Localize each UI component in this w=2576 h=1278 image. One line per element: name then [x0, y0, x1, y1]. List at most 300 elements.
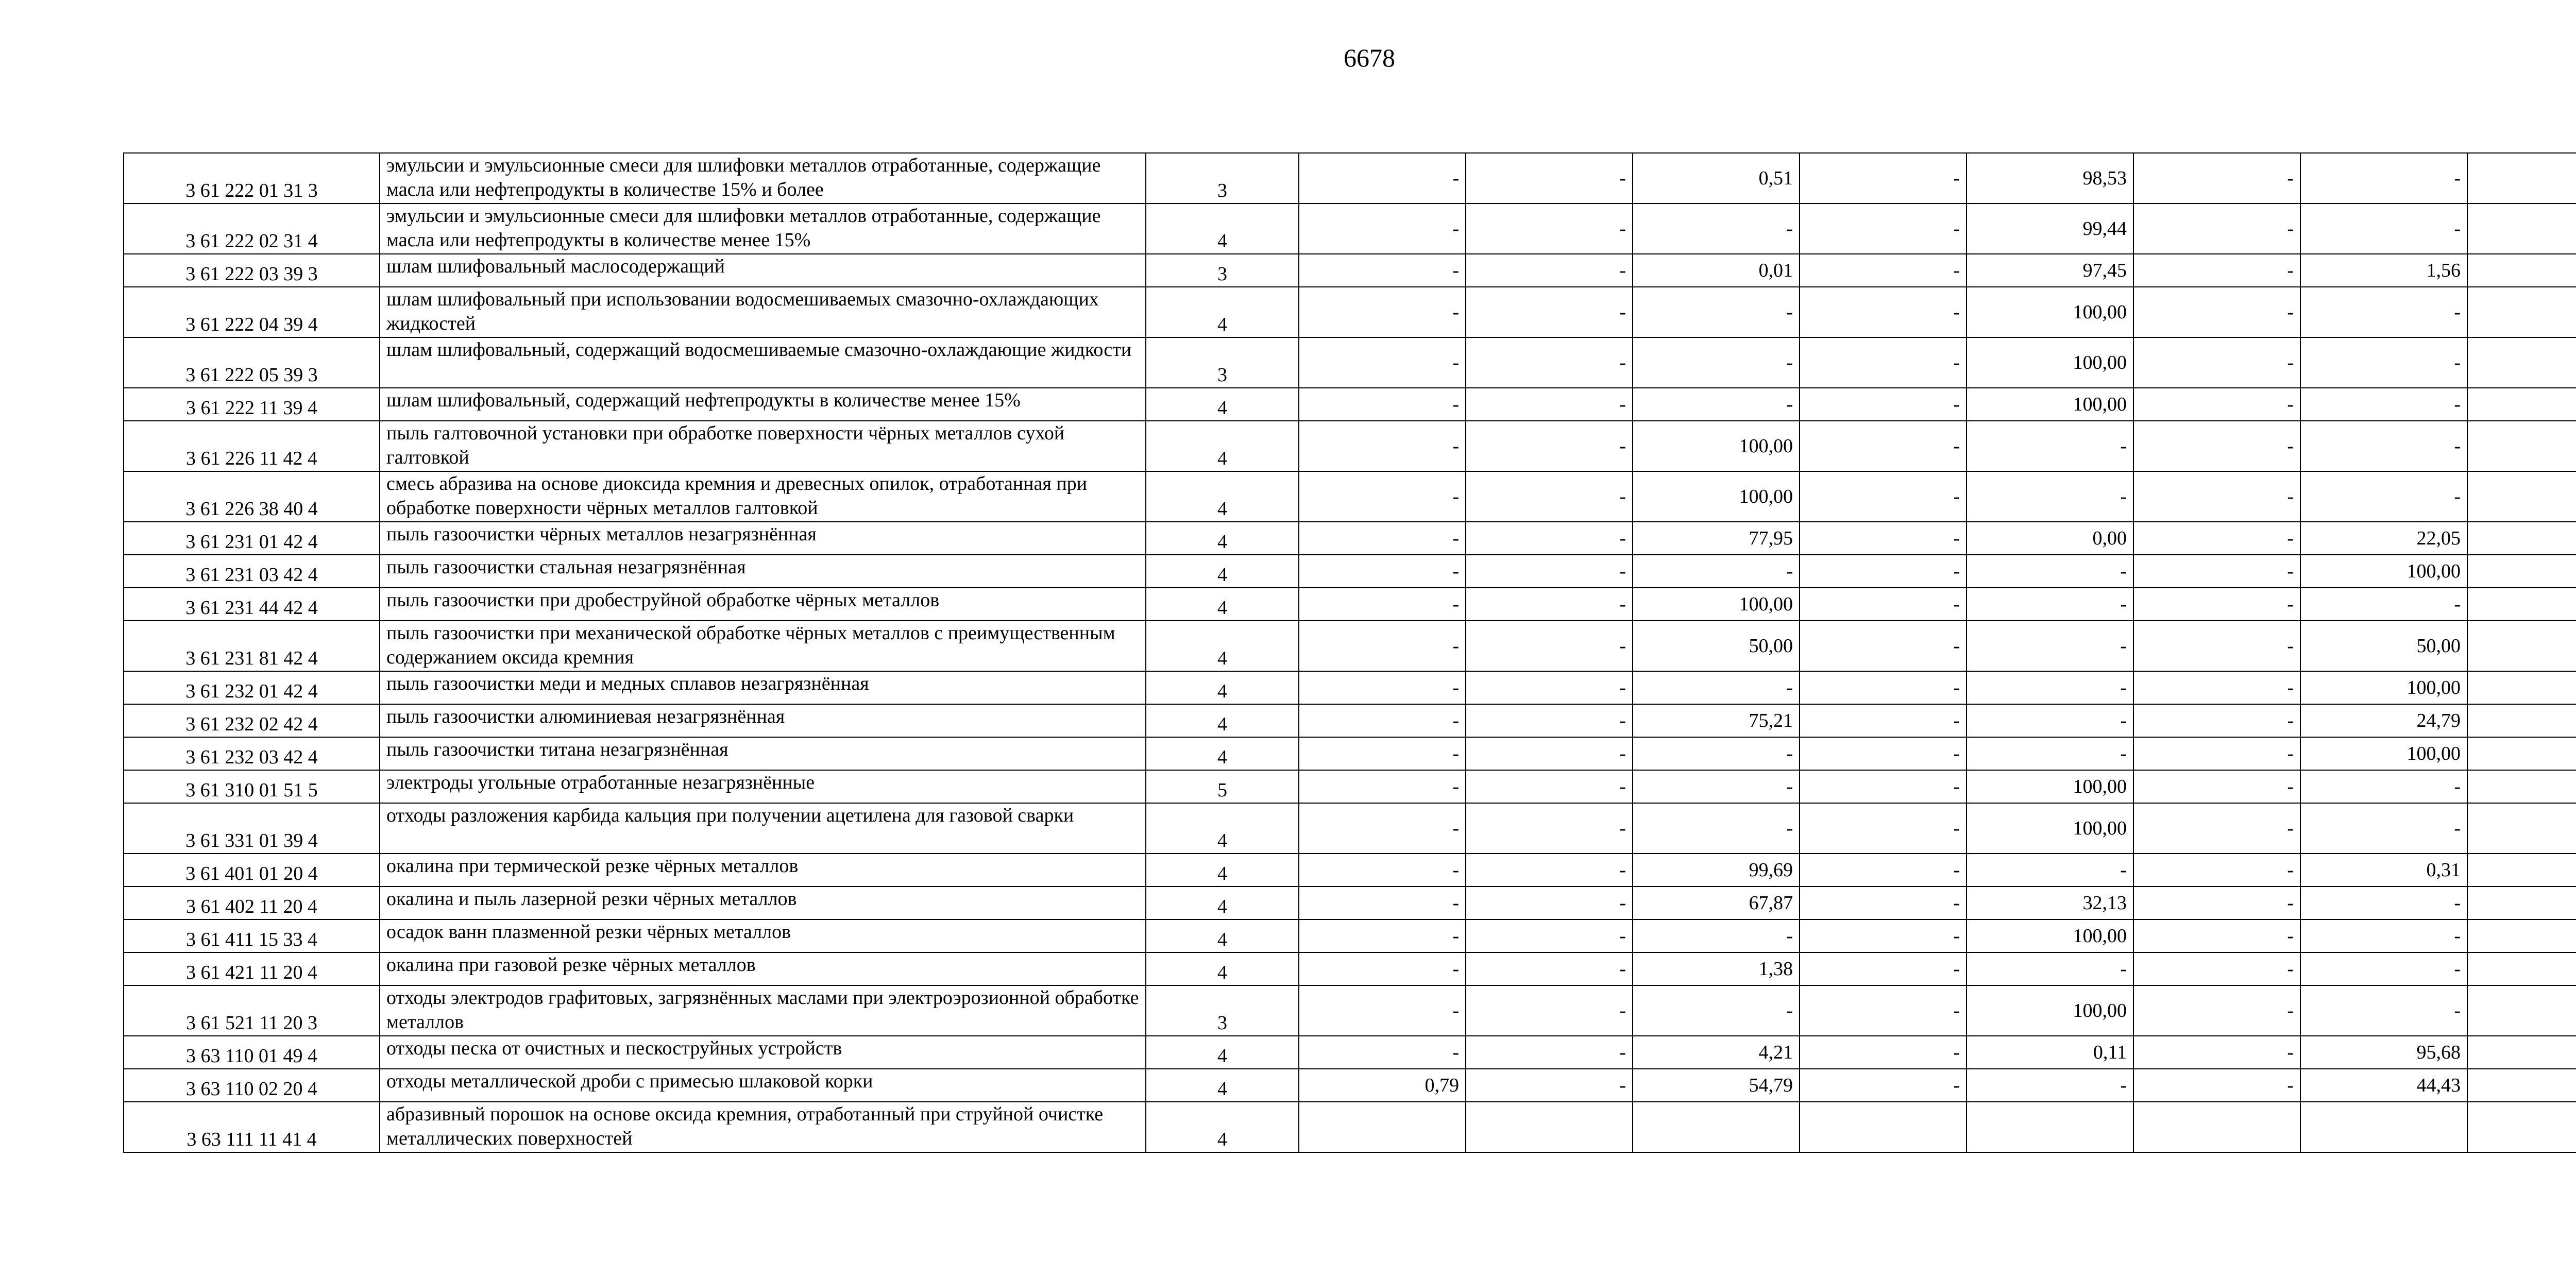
waste-name-cell: пыль газоочистки алюминиевая незагрязнённая — [380, 704, 1146, 737]
value-cell: - — [1967, 671, 2133, 704]
value-cell: 1,56 — [2300, 254, 2467, 287]
waste-code-cell: 3 61 521 11 20 3 — [124, 985, 380, 1036]
value-cell — [2467, 522, 2576, 555]
value-cell: - — [2300, 153, 2467, 203]
waste-code-cell: 3 63 111 11 41 4 — [124, 1102, 380, 1152]
value-cell — [2467, 887, 2576, 919]
value-cell: - — [1633, 671, 1800, 704]
value-cell: - — [2300, 421, 2467, 471]
value-cell: - — [2133, 1036, 2300, 1069]
value-cell: - — [2133, 287, 2300, 337]
value-cell: - — [1466, 704, 1633, 737]
value-cell: - — [1299, 854, 1466, 887]
hazard-class-cell: 3 — [1146, 254, 1299, 287]
value-cell: 100,00 — [1967, 337, 2133, 388]
value-cell: - — [1800, 287, 1967, 337]
value-cell: - — [1967, 621, 2133, 671]
value-cell: - — [1967, 588, 2133, 621]
value-cell: - — [1800, 887, 1967, 919]
value-cell: - — [1800, 952, 1967, 985]
value-cell: - — [1466, 254, 1633, 287]
value-cell: - — [1466, 985, 1633, 1036]
value-cell: - — [1633, 287, 1800, 337]
value-cell: - — [1967, 737, 2133, 770]
hazard-class-cell: 4 — [1146, 555, 1299, 588]
table-row — [124, 287, 2576, 337]
value-cell: - — [1633, 985, 1800, 1036]
value-cell: - — [1466, 737, 1633, 770]
value-cell: - — [1299, 770, 1466, 803]
hazard-class-cell: 4 — [1146, 854, 1299, 887]
value-cell: 0,00 — [1967, 522, 2133, 555]
value-cell — [2467, 621, 2576, 671]
value-cell: - — [2300, 803, 2467, 854]
value-cell: 100,00 — [1967, 770, 2133, 803]
value-cell: - — [1299, 1036, 1466, 1069]
value-cell: - — [2133, 421, 2300, 471]
hazard-class-cell: 5 — [1146, 770, 1299, 803]
waste-code-cell: 3 61 226 11 42 4 — [124, 421, 380, 471]
table-row — [124, 854, 2576, 887]
waste-code-cell: 3 61 401 01 20 4 — [124, 854, 380, 887]
value-cell — [2467, 704, 2576, 737]
waste-name-cell: шлам шлифовальный при использовании водосмешиваемых смазочно-охлаждающих жидкостей — [380, 287, 1146, 337]
value-cell: - — [1633, 919, 1800, 952]
value-cell: 99,69 — [1633, 854, 1800, 887]
value-cell: - — [1299, 421, 1466, 471]
value-cell: 54,79 — [1633, 1069, 1800, 1102]
value-cell: - — [1299, 621, 1466, 671]
value-cell: - — [2300, 887, 2467, 919]
waste-code-cell: 3 61 222 01 31 3 — [124, 153, 380, 203]
value-cell: - — [1800, 471, 1967, 522]
value-cell: 0,11 — [1967, 1036, 2133, 1069]
value-cell — [1800, 1102, 1967, 1152]
waste-code-cell: 3 61 222 05 39 3 — [124, 337, 380, 388]
value-cell: - — [1800, 1036, 1967, 1069]
value-cell: - — [2300, 471, 2467, 522]
waste-code-cell: 3 61 421 11 20 4 — [124, 952, 380, 985]
value-cell — [2467, 153, 2576, 203]
value-cell: 100,00 — [1633, 588, 1800, 621]
value-cell: - — [2133, 153, 2300, 203]
value-cell: - — [2133, 522, 2300, 555]
value-cell: - — [2300, 287, 2467, 337]
value-cell: 100,00 — [2300, 737, 2467, 770]
value-cell: 1,38 — [1633, 952, 1800, 985]
value-cell: 4,21 — [1633, 1036, 1800, 1069]
value-cell: - — [2300, 203, 2467, 254]
waste-name-cell: абразивный порошок на основе оксида кремния, отработанный при струйной очистке металлических поверхностей — [380, 1102, 1146, 1152]
table-row — [124, 1036, 2576, 1069]
value-cell — [2467, 952, 2576, 985]
value-cell: - — [2133, 388, 2300, 421]
value-cell: - — [1800, 555, 1967, 588]
value-cell: 100,00 — [1967, 287, 2133, 337]
value-cell: 77,95 — [1633, 522, 1800, 555]
value-cell: - — [1800, 203, 1967, 254]
table-row — [124, 555, 2576, 588]
hazard-class-cell: 4 — [1146, 887, 1299, 919]
value-cell — [2467, 737, 2576, 770]
value-cell: 97,45 — [1967, 254, 2133, 287]
value-cell: - — [2300, 770, 2467, 803]
value-cell: 100,00 — [1967, 919, 2133, 952]
waste-code-cell: 3 61 232 02 42 4 — [124, 704, 380, 737]
value-cell: - — [2133, 621, 2300, 671]
value-cell: - — [2133, 919, 2300, 952]
table-row — [124, 203, 2576, 254]
waste-name-cell: шлам шлифовальный маслосодержащий — [380, 254, 1146, 287]
value-cell: 44,43 — [2300, 1069, 2467, 1102]
hazard-class-cell: 4 — [1146, 421, 1299, 471]
value-cell: - — [1299, 887, 1466, 919]
value-cell: - — [2300, 588, 2467, 621]
value-cell: - — [1800, 704, 1967, 737]
value-cell: - — [1466, 803, 1633, 854]
value-cell: - — [1800, 919, 1967, 952]
waste-code-cell: 3 61 232 01 42 4 — [124, 671, 380, 704]
value-cell: - — [2133, 471, 2300, 522]
value-cell: 100,00 — [1633, 421, 1800, 471]
value-cell — [2467, 1036, 2576, 1069]
value-cell — [2467, 588, 2576, 621]
waste-table-body — [124, 153, 2576, 1152]
value-cell: - — [1800, 337, 1967, 388]
hazard-class-cell: 4 — [1146, 1069, 1299, 1102]
value-cell: - — [2133, 770, 2300, 803]
value-cell: - — [1299, 153, 1466, 203]
value-cell — [2133, 1102, 2300, 1152]
value-cell: 0,51 — [1633, 153, 1800, 203]
waste-code-cell: 3 61 231 44 42 4 — [124, 588, 380, 621]
waste-code-cell: 3 61 310 01 51 5 — [124, 770, 380, 803]
waste-code-cell: 3 61 232 03 42 4 — [124, 737, 380, 770]
value-cell — [2467, 421, 2576, 471]
waste-name-cell: пыль газоочистки стальная незагрязнённая — [380, 555, 1146, 588]
value-cell: - — [1299, 287, 1466, 337]
value-cell — [1967, 1102, 2133, 1152]
waste-name-cell: окалина и пыль лазерной резки чёрных металлов — [380, 887, 1146, 919]
value-cell: - — [1800, 522, 1967, 555]
value-cell: 50,00 — [2300, 621, 2467, 671]
value-cell: - — [2133, 588, 2300, 621]
value-cell: 22,05 — [2300, 522, 2467, 555]
value-cell — [2467, 919, 2576, 952]
value-cell: - — [1299, 522, 1466, 555]
value-cell: 100,00 — [1967, 803, 2133, 854]
value-cell: - — [2133, 203, 2300, 254]
value-cell: 95,68 — [2300, 1036, 2467, 1069]
waste-name-cell: отходы песка от очистных и пескоструйных устройств — [380, 1036, 1146, 1069]
table-row — [124, 952, 2576, 985]
value-cell: - — [1800, 803, 1967, 854]
value-cell: - — [1633, 803, 1800, 854]
table-row — [124, 337, 2576, 388]
value-cell: - — [1967, 471, 2133, 522]
value-cell: - — [2133, 555, 2300, 588]
value-cell — [2467, 1069, 2576, 1102]
table-row — [124, 621, 2576, 671]
table-row — [124, 671, 2576, 704]
hazard-class-cell: 3 — [1146, 153, 1299, 203]
table-row — [124, 588, 2576, 621]
waste-name-cell: пыль газоочистки при механической обработке чёрных металлов с преимущественным содержанием оксида кремния — [380, 621, 1146, 671]
waste-name-cell: пыль газоочистки меди и медных сплавов незагрязнённая — [380, 671, 1146, 704]
waste-code-cell: 3 61 402 11 20 4 — [124, 887, 380, 919]
value-cell: - — [1466, 287, 1633, 337]
value-cell: - — [2300, 919, 2467, 952]
value-cell: 100,00 — [2300, 671, 2467, 704]
table-row — [124, 985, 2576, 1036]
value-cell — [2467, 388, 2576, 421]
value-cell: - — [1800, 770, 1967, 803]
waste-code-cell: 3 63 110 02 20 4 — [124, 1069, 380, 1102]
waste-name-cell: смесь абразива на основе диоксида кремния и древесных опилок, отработанная при обработке поверхности чёрных металлов галтовкой — [380, 471, 1146, 522]
table-row — [124, 704, 2576, 737]
value-cell: - — [1800, 854, 1967, 887]
waste-name-cell: отходы металлической дроби с примесью шлаковой корки — [380, 1069, 1146, 1102]
value-cell: 24,79 — [2300, 704, 2467, 737]
waste-code-cell: 3 61 222 11 39 4 — [124, 388, 380, 421]
value-cell: - — [2133, 854, 2300, 887]
value-cell: - — [1466, 621, 1633, 671]
value-cell: - — [1299, 337, 1466, 388]
waste-name-cell: пыль газоочистки при дробеструйной обработке чёрных металлов — [380, 588, 1146, 621]
value-cell: 98,53 — [1967, 153, 2133, 203]
waste-code-cell: 3 63 110 01 49 4 — [124, 1036, 380, 1069]
waste-name-cell: пыль галтовочной установки при обработке поверхности чёрных металлов сухой галтовкой — [380, 421, 1146, 471]
value-cell: 32,13 — [1967, 887, 2133, 919]
value-cell: 50,00 — [1633, 621, 1800, 671]
value-cell: - — [1967, 704, 2133, 737]
value-cell — [2467, 471, 2576, 522]
waste-table — [123, 152, 2576, 1153]
waste-code-cell: 3 61 231 81 42 4 — [124, 621, 380, 671]
value-cell: 75,21 — [1633, 704, 1800, 737]
table-row — [124, 421, 2576, 471]
value-cell: - — [2300, 985, 2467, 1036]
value-cell: - — [1800, 1069, 1967, 1102]
value-cell: - — [2133, 704, 2300, 737]
value-cell: - — [1466, 1069, 1633, 1102]
value-cell: - — [1466, 388, 1633, 421]
value-cell: - — [1633, 555, 1800, 588]
value-cell: - — [1633, 203, 1800, 254]
value-cell: - — [1299, 985, 1466, 1036]
value-cell: 99,44 — [1967, 203, 2133, 254]
hazard-class-cell: 4 — [1146, 1036, 1299, 1069]
value-cell: - — [1466, 770, 1633, 803]
table-row — [124, 737, 2576, 770]
hazard-class-cell: 4 — [1146, 704, 1299, 737]
value-cell — [2467, 337, 2576, 388]
waste-name-cell: окалина при термической резке чёрных металлов — [380, 854, 1146, 887]
value-cell: - — [1800, 985, 1967, 1036]
value-cell: 0,31 — [2300, 854, 2467, 887]
value-cell — [2467, 287, 2576, 337]
value-cell: - — [2133, 952, 2300, 985]
value-cell — [2467, 854, 2576, 887]
value-cell: - — [1466, 919, 1633, 952]
value-cell: - — [1299, 737, 1466, 770]
value-cell: - — [1299, 671, 1466, 704]
waste-code-cell: 3 61 331 01 39 4 — [124, 803, 380, 854]
value-cell: - — [2133, 671, 2300, 704]
table-row — [124, 254, 2576, 287]
value-cell: - — [1299, 203, 1466, 254]
value-cell: - — [1800, 737, 1967, 770]
waste-code-cell: 3 61 231 03 42 4 — [124, 555, 380, 588]
table-row — [124, 919, 2576, 952]
table-row — [124, 1102, 2576, 1152]
value-cell: - — [1299, 388, 1466, 421]
value-cell: 100,00 — [2300, 555, 2467, 588]
hazard-class-cell: 4 — [1146, 287, 1299, 337]
value-cell: - — [1299, 471, 1466, 522]
value-cell: - — [2133, 737, 2300, 770]
value-cell: - — [1466, 555, 1633, 588]
value-cell: - — [1299, 952, 1466, 985]
value-cell: - — [1800, 421, 1967, 471]
value-cell: - — [2300, 337, 2467, 388]
value-cell: - — [1967, 1069, 2133, 1102]
waste-name-cell: пыль газоочистки чёрных металлов незагрязнённая — [380, 522, 1146, 555]
hazard-class-cell: 4 — [1146, 919, 1299, 952]
value-cell: - — [1967, 555, 2133, 588]
table-row — [124, 1069, 2576, 1102]
hazard-class-cell: 4 — [1146, 203, 1299, 254]
hazard-class-cell: 4 — [1146, 952, 1299, 985]
value-cell: - — [1967, 854, 2133, 887]
value-cell: - — [2133, 985, 2300, 1036]
value-cell: 0,01 — [1633, 254, 1800, 287]
value-cell: - — [2133, 254, 2300, 287]
waste-name-cell: отходы электродов графитовых, загрязнённых маслами при электроэрозионной обработке металлов — [380, 985, 1146, 1036]
value-cell: - — [1800, 621, 1967, 671]
hazard-class-cell: 4 — [1146, 803, 1299, 854]
waste-name-cell: пыль газоочистки титана незагрязнённая — [380, 737, 1146, 770]
value-cell: - — [1800, 388, 1967, 421]
value-cell — [1466, 1102, 1633, 1152]
value-cell: - — [1633, 770, 1800, 803]
waste-code-cell: 3 61 231 01 42 4 — [124, 522, 380, 555]
hazard-class-cell: 4 — [1146, 388, 1299, 421]
value-cell: - — [2300, 952, 2467, 985]
waste-name-cell: окалина при газовой резке чёрных металлов — [380, 952, 1146, 985]
hazard-class-cell: 4 — [1146, 522, 1299, 555]
value-cell: - — [1466, 588, 1633, 621]
value-cell: - — [1466, 671, 1633, 704]
value-cell — [2467, 803, 2576, 854]
waste-name-cell: эмульсии и эмульсионные смеси для шлифовки металлов отработанные, содержащие масла или нефтепродукты в количестве менее 15% — [380, 203, 1146, 254]
waste-name-cell: шлам шлифовальный, содержащий водосмешиваемые смазочно-охлаждающие жидкости — [380, 337, 1146, 388]
value-cell: 100,00 — [1967, 985, 2133, 1036]
table-row — [124, 770, 2576, 803]
table-row — [124, 471, 2576, 522]
waste-code-cell: 3 61 226 38 40 4 — [124, 471, 380, 522]
value-cell: - — [1800, 153, 1967, 203]
waste-name-cell: отходы разложения карбида кальция при получении ацетилена для газовой сварки — [380, 803, 1146, 854]
value-cell: - — [2133, 337, 2300, 388]
value-cell: - — [1299, 588, 1466, 621]
value-cell: - — [1800, 588, 1967, 621]
page-number: 6678 — [1344, 43, 1395, 72]
waste-name-cell: электроды угольные отработанные незагрязнённые — [380, 770, 1146, 803]
hazard-class-cell: 4 — [1146, 671, 1299, 704]
value-cell — [2467, 770, 2576, 803]
waste-name-cell: осадок ванн плазменной резки чёрных металлов — [380, 919, 1146, 952]
value-cell — [2467, 671, 2576, 704]
value-cell: 100,00 — [1967, 388, 2133, 421]
hazard-class-cell: 3 — [1146, 985, 1299, 1036]
waste-name-cell: шлам шлифовальный, содержащий нефтепродукты в количестве менее 15% — [380, 388, 1146, 421]
value-cell: - — [1299, 803, 1466, 854]
value-cell: - — [1466, 421, 1633, 471]
value-cell: - — [1466, 1036, 1633, 1069]
value-cell: - — [1466, 337, 1633, 388]
value-cell — [2467, 555, 2576, 588]
value-cell: - — [1299, 555, 1466, 588]
value-cell: - — [1633, 388, 1800, 421]
hazard-class-cell: 4 — [1146, 621, 1299, 671]
value-cell: - — [1466, 522, 1633, 555]
value-cell — [2467, 203, 2576, 254]
table-row — [124, 803, 2576, 854]
value-cell: - — [1466, 203, 1633, 254]
value-cell: - — [2300, 388, 2467, 421]
waste-code-cell: 3 61 411 15 33 4 — [124, 919, 380, 952]
value-cell: - — [2133, 1069, 2300, 1102]
value-cell: - — [1299, 704, 1466, 737]
value-cell — [1633, 1102, 1800, 1152]
value-cell: - — [1800, 671, 1967, 704]
value-cell: - — [1299, 254, 1466, 287]
value-cell: - — [1800, 254, 1967, 287]
waste-code-cell: 3 61 222 02 31 4 — [124, 203, 380, 254]
value-cell — [2467, 985, 2576, 1036]
hazard-class-cell: 4 — [1146, 1102, 1299, 1152]
table-row — [124, 388, 2576, 421]
waste-name-cell: эмульсии и эмульсионные смеси для шлифовки металлов отработанные, содержащие масла или нефтепродукты в количестве 15% и более — [380, 153, 1146, 203]
value-cell: - — [1967, 952, 2133, 985]
table-row — [124, 153, 2576, 203]
waste-code-cell: 3 61 222 04 39 4 — [124, 287, 380, 337]
value-cell — [2467, 1102, 2576, 1152]
value-cell: - — [2133, 887, 2300, 919]
value-cell — [1299, 1102, 1466, 1152]
value-cell: - — [1466, 952, 1633, 985]
value-cell: - — [1466, 887, 1633, 919]
table-row — [124, 887, 2576, 919]
value-cell: - — [1299, 919, 1466, 952]
hazard-class-cell: 4 — [1146, 588, 1299, 621]
value-cell: - — [1967, 421, 2133, 471]
value-cell — [2300, 1102, 2467, 1152]
value-cell — [2467, 254, 2576, 287]
value-cell: 100,00 — [1633, 471, 1800, 522]
value-cell: - — [2133, 803, 2300, 854]
hazard-class-cell: 4 — [1146, 737, 1299, 770]
waste-code-cell: 3 61 222 03 39 3 — [124, 254, 380, 287]
hazard-class-cell: 4 — [1146, 471, 1299, 522]
value-cell: - — [1633, 337, 1800, 388]
table-row — [124, 522, 2576, 555]
value-cell: - — [1466, 153, 1633, 203]
value-cell: 0,79 — [1299, 1069, 1466, 1102]
hazard-class-cell: 3 — [1146, 337, 1299, 388]
value-cell: - — [1466, 854, 1633, 887]
